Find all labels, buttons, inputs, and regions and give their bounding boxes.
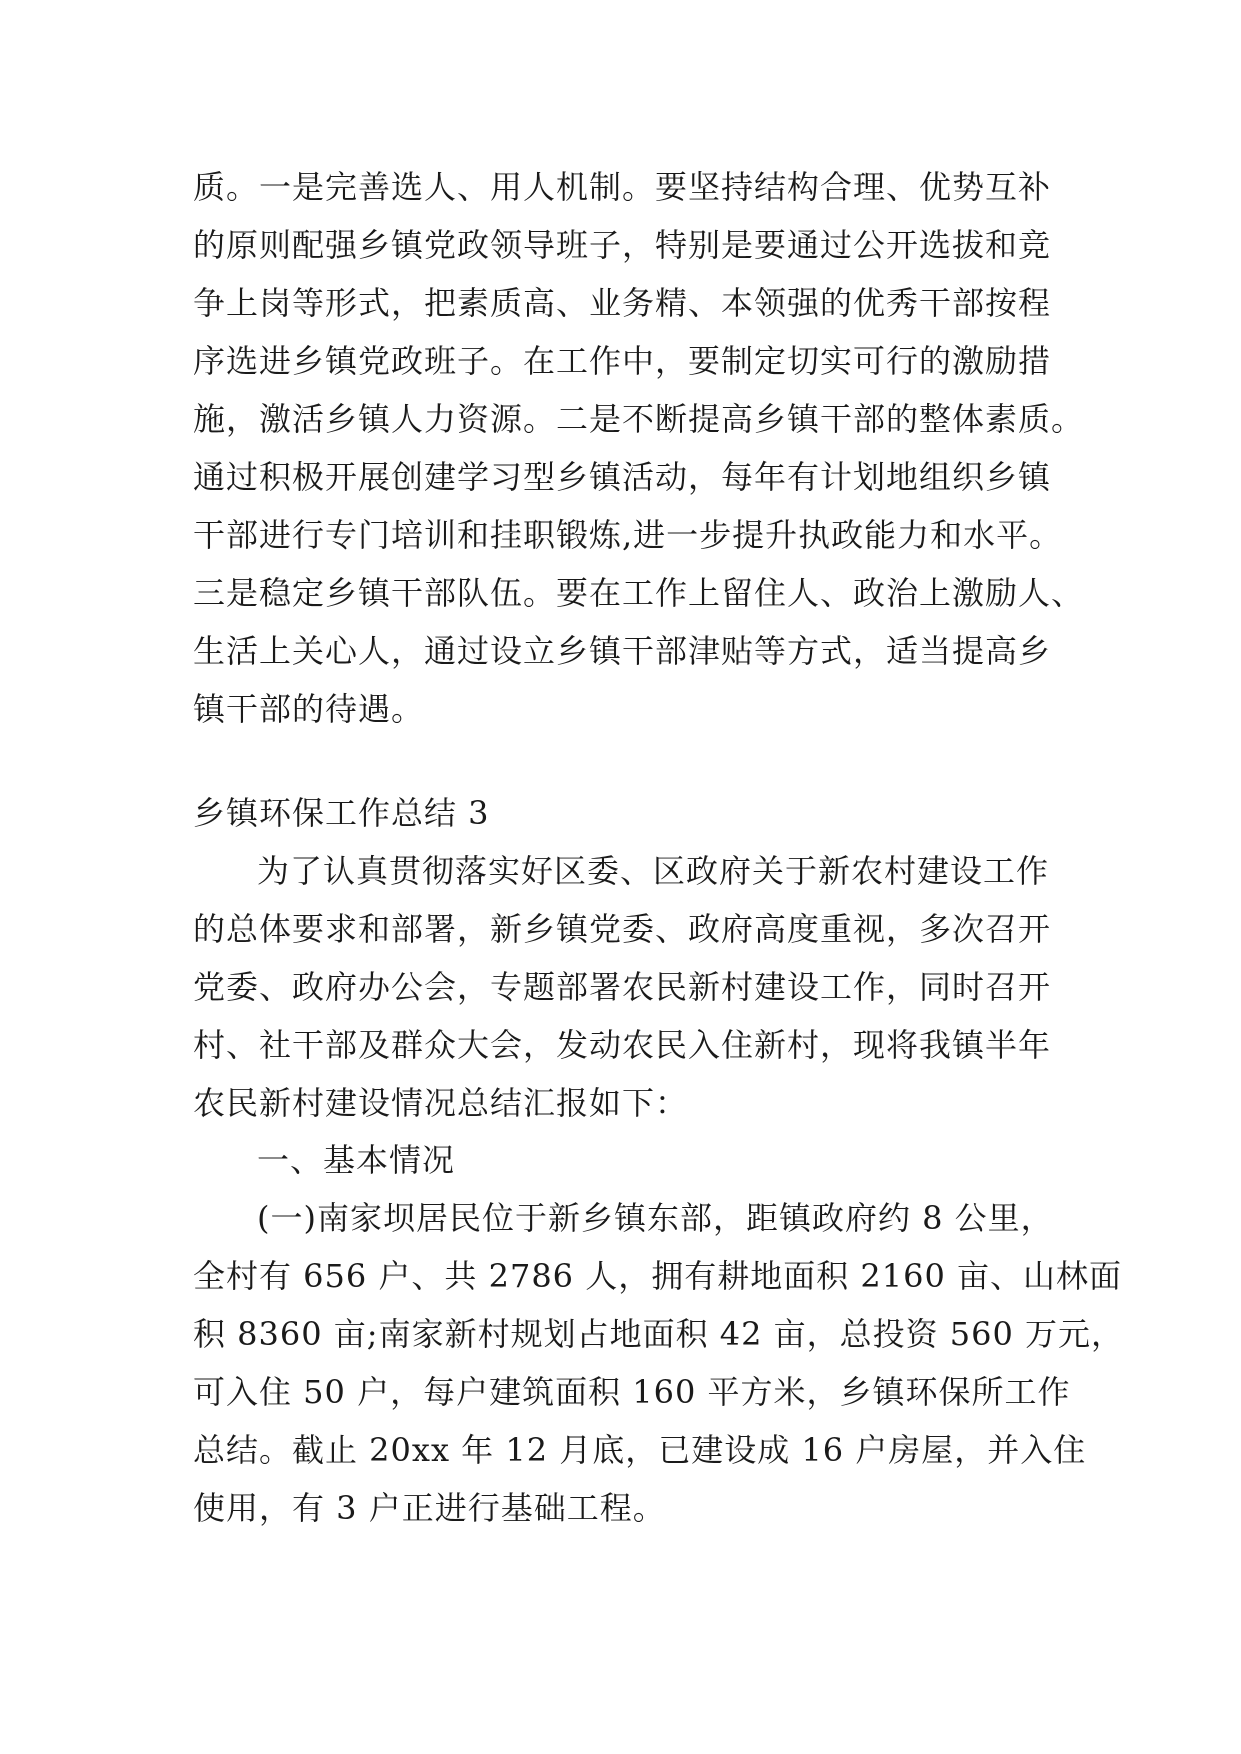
- paragraph-line: 总结。截止 20xx 年 12 月底，已建设成 16 户房屋，并入住: [193, 1431, 1087, 1469]
- paragraph-line: 序选进乡镇党政班子。在工作中，要制定切实可行的激励措: [193, 342, 1052, 380]
- paragraph-line: 农民新村建设情况总结汇报如下：: [193, 1084, 689, 1122]
- subheading-text: 一、基本情况: [257, 1141, 456, 1179]
- subheading: [193, 1131, 1053, 1189]
- paragraph-line: 质。一是完善选人、用人机制。要坚持结构合理、优势互补: [193, 168, 1052, 206]
- paragraph-line: 为了认真贯彻落实好区委、区政府关于新农村建设工作: [257, 852, 1050, 890]
- continuation-paragraph: [193, 158, 1085, 738]
- section-title-text: 乡镇环保工作总结 3: [193, 794, 490, 832]
- paragraph-line: 党委、政府办公会，专题部署农民新村建设工作，同时召开: [193, 968, 1052, 1006]
- paragraph-line: 的总体要求和部署，新乡镇党委、政府高度重视，多次召开: [193, 910, 1052, 948]
- paragraph-line: 全村有 656 户、共 2786 人，拥有耕地面积 2160 亩、山林面: [193, 1257, 1122, 1295]
- paragraph-line: (一)南家坝居民位于新乡镇东部，距镇政府约 8 公里，: [257, 1199, 1054, 1237]
- paragraph-line: 村、社干部及群众大会，发动农民入住新村，现将我镇半年: [193, 1026, 1052, 1064]
- paragraph-line: 通过积极开展创建学习型乡镇活动，每年有计划地组织乡镇: [193, 458, 1052, 496]
- paragraph-line: 生活上关心人，通过设立乡镇干部津贴等方式，适当提高乡: [193, 632, 1052, 670]
- basic-info-paragraph: [193, 1189, 1125, 1537]
- paragraph-line: 三是稳定乡镇干部队伍。要在工作上留住人、政治上激励人、: [193, 574, 1085, 612]
- paragraph-line: 积 8360 亩;南家新村规划占地面积 42 亩，总投资 560 万元，: [193, 1315, 1125, 1353]
- paragraph-line: 可入住 50 户，每户建筑面积 160 平方米，乡镇环保所工作: [193, 1373, 1071, 1411]
- paragraph-line: 争上岗等形式，把素质高、业务精、本领强的优秀干部按程: [193, 284, 1052, 322]
- paragraph-line: 镇干部的待遇。: [193, 690, 425, 728]
- paragraph-line: 施，激活乡镇人力资源。二是不断提高乡镇干部的整体素质。: [193, 400, 1085, 438]
- intro-paragraph: [193, 842, 1053, 1132]
- paragraph-line: 使用，有 3 户正进行基础工程。: [193, 1489, 666, 1527]
- section-title: [193, 784, 1053, 842]
- paragraph-line: 的原则配强乡镇党政领导班子，特别是要通过公开选拔和竞: [193, 226, 1052, 264]
- paragraph-line: 干部进行专门培训和挂职锻炼,进一步提升执政能力和水平。: [193, 516, 1063, 554]
